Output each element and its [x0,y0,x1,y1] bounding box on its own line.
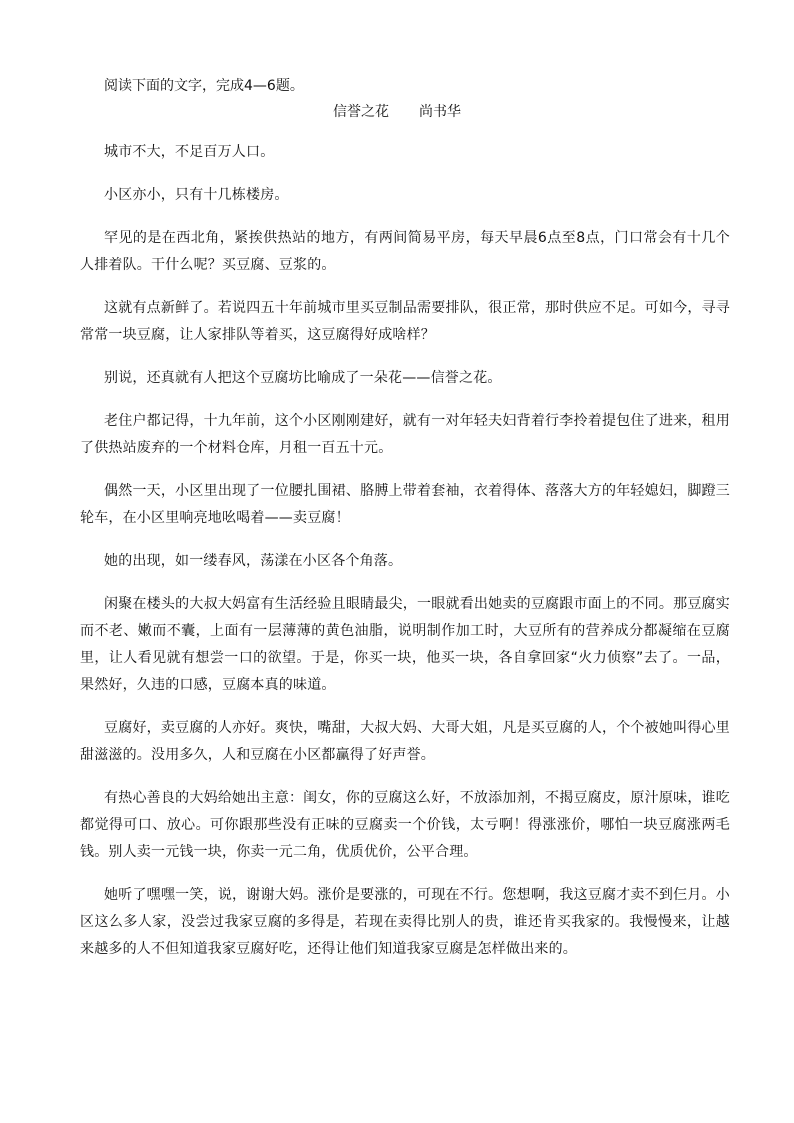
paragraph: 罕见的是在西北角，紧挨供热站的地方，有两间简易平房，每天早晨6点至8点，门口常会有十几个人排着队。干什么呢？买豆腐、豆浆的。 [80,230,730,273]
paragraph: 老住户都记得，十九年前，这个小区刚刚建好，就有一对年轻夫妇背着行李拎着提包住了进来，租用了供热站废弃的一个材料仓库，月租一百五十元。 [80,413,730,456]
paragraph: 别说，还真就有人把这个豆腐坊比喻成了一朵花——信誉之花。 [104,370,502,386]
article-body [80,139,730,979]
article-title: 信誉之花 [333,104,389,120]
paragraph: 这就有点新鲜了。若说四五十年前城市里买豆制品需要排队，很正常，那时供应不足。可如今，寻寻常常一块豆腐，让人家排队等着买，这豆腐得好成啥样？ [80,300,730,343]
paragraph: 偶然一天，小区里出现了一位腰扎围裙、胳膊上带着套袖，衣着得体、落落大方的年轻媳妇，脚蹬三轮车，在小区里响亮地吆喝着——卖豆腐！ [80,483,730,526]
paragraph: 闲聚在楼头的大叔大妈富有生活经验且眼睛最尖，一眼就看出她卖的豆腐跟市面上的不同。那豆腐实而不老、嫩而不囊，上面有一层薄薄的黄色油脂，说明制作加工时，大豆所有的营养成分都凝缩在豆腐里，让人看见就有想尝一口的欲望。于是，你买一块，他买一块，各自拿回家“火力侦察”去了。一品，果然好，久违的口感，豆腐本真的味道。 [80,596,730,693]
paragraph: 豆腐好，卖豆腐的人亦好。爽快，嘴甜，大叔大妈、大哥大姐，凡是买豆腐的人，个个被她叫得心里甜滋滋的。没用多久，人和豆腐在小区都赢得了好声誉。 [80,720,730,763]
reading-instruction: 阅读下面的文字，完成4—6题。 [104,78,304,94]
paragraph: 城市不大，不足百万人口。 [104,144,275,160]
paragraph: 小区亦小，只有十几栋楼房。 [104,187,289,203]
article-author: 尚书华 [419,104,461,120]
paragraph: 她的出现，如一缕春风，荡漾在小区各个角落。 [104,553,403,569]
paragraph: 她听了嘿嘿一笑，说，谢谢大妈。涨价是要涨的，可现在不行。您想啊，我这豆腐才卖不到仨月。小区这么多人家，没尝过我家豆腐的多得是，若现在卖得比别人的贵，谁还肯买我家的。我慢慢来，让越来越多的人不但知道我家豆腐好吃，还得让他们知道我家豆腐是怎样做出来的。 [80,887,730,957]
paragraph: 有热心善良的大妈给她出主意：闺女，你的豆腐这么好，不放添加剂，不揭豆腐皮，原汁原味，谁吃都觉得可口、放心。可你跟那些没有正味的豆腐卖一个价钱，太亏啊！得涨涨价，哪怕一块豆腐涨两毛钱。别人卖一元钱一块，你卖一元二角，优质优价，公平合理。 [80,790,730,860]
article-title-line [0,102,794,122]
